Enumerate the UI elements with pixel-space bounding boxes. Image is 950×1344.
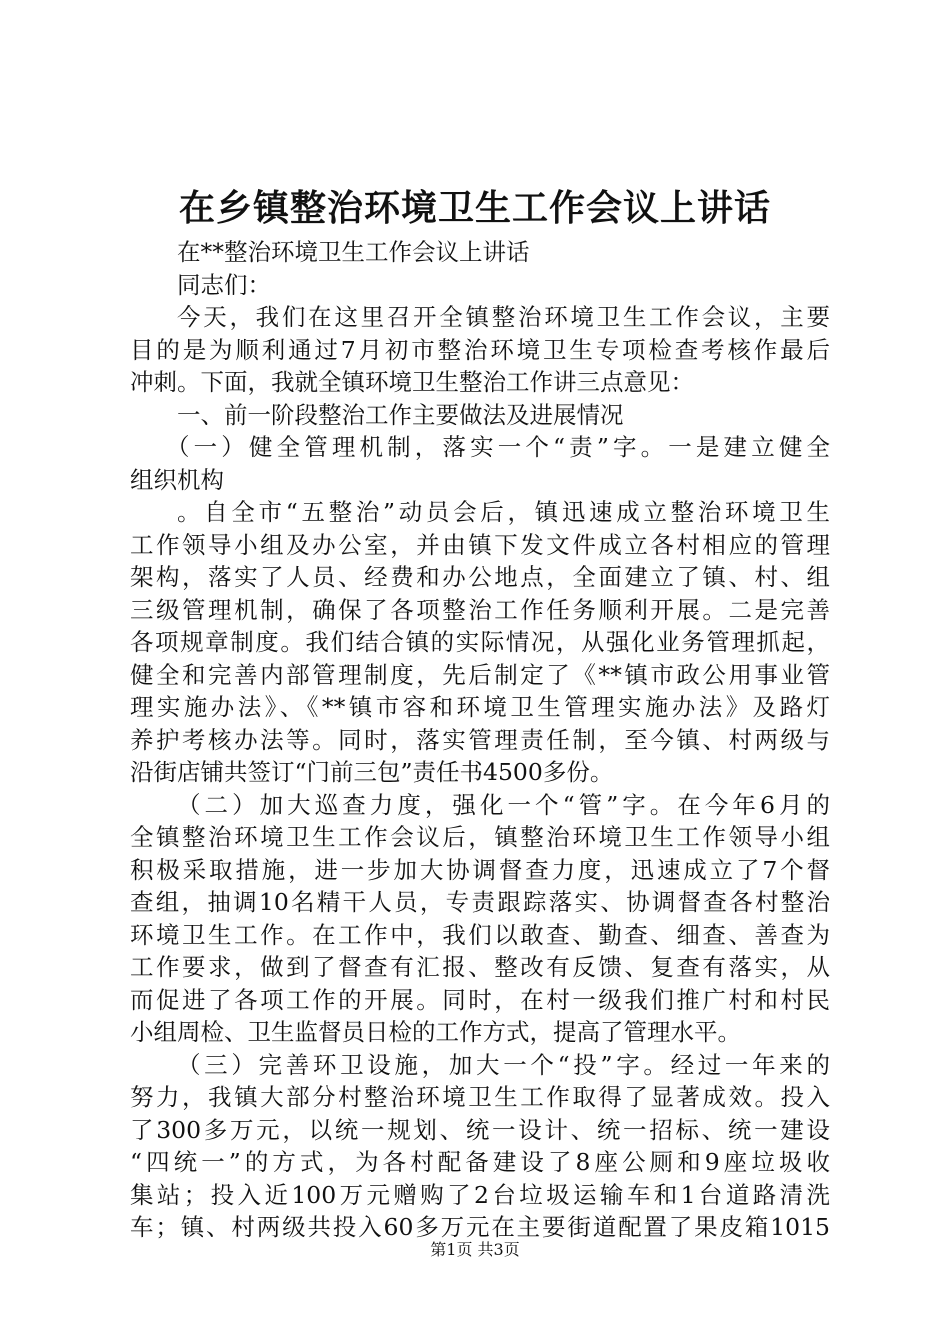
page-footer: 第1页 共3页	[430, 1240, 520, 1259]
text-line: 组织机构	[130, 465, 224, 494]
text-line: 目的是为顺利通过7月初市整治环境卫生专项检查考核作最后	[130, 335, 830, 364]
text-line: 了300多万元，以统一规划、统一设计、统一招标、统一建设	[130, 1115, 830, 1144]
text-line: 健全和完善内部管理制度，先后制定了《**镇市政公用事业管	[130, 660, 830, 689]
text-line: （三）完善环卫设施，加大一个“投”字。经过一年来的	[177, 1050, 830, 1079]
text-line: 沿街店铺共签订“门前三包”责任书4500多份。	[130, 758, 614, 786]
text-line: 努力，我镇大部分村整治环境卫生工作取得了显著成效。投入	[130, 1083, 830, 1111]
text-line: 各项规章制度。我们结合镇的实际情况，从强化业务管理抓起，	[130, 628, 830, 656]
text-line: （一）健全管理机制，落实一个“责”字。一是建立健全	[166, 433, 830, 461]
text-line: 理实施办法》、《**镇市容和环境卫生管理实施办法》及路灯	[130, 693, 830, 721]
text-line: 环境卫生工作。在工作中，我们以敢查、勤查、细查、善查为	[130, 920, 830, 949]
salutation-line: 同志们：	[177, 270, 271, 299]
section-heading: 一、前一阶段整治工作主要做法及进展情况	[177, 400, 624, 429]
text-line: 架构，落实了人员、经费和办公地点，全面建立了镇、村、组	[130, 563, 830, 591]
document-title: 在乡镇整治环境卫生工作会议上讲话	[178, 187, 771, 229]
text-line: 工作领导小组及办公室，并由镇下发文件成立各村相应的管理	[130, 530, 830, 559]
text-line: 查组，抽调10名精干人员，专责跟踪落实、协调督查各村整治	[130, 888, 830, 916]
text-line: 三级管理机制，确保了各项整治工作任务顺利开展。二是完善	[130, 595, 830, 624]
text-line: 工作要求，做到了督查有汇报、整改有反馈、复查有落实，从	[130, 953, 830, 981]
text-line: 而促进了各项工作的开展。同时，在村一级我们推广村和村民	[130, 985, 830, 1014]
text-line: 。自全市“五整治”动员会后，镇迅速成立整治环境卫生	[177, 498, 830, 526]
document-body	[130, 236, 830, 1244]
text-line: 积极采取措施，进一步加大协调督查力度，迅速成立了7个督	[130, 855, 830, 884]
text-line: 小组周检、卫生监督员日检的工作方式，提高了管理水平。	[130, 1018, 741, 1046]
text-line: 集站；投入近100万元赠购了2台垃圾运输车和1台道路清洗	[130, 1180, 830, 1209]
subtitle-line: 在**整治环境卫生工作会议上讲话	[177, 238, 530, 266]
text-line: 养护考核办法等。同时，落实管理责任制，至今镇、村两级与	[130, 725, 830, 754]
text-line: 今天，我们在这里召开全镇整治环境卫生工作会议，主要	[177, 303, 830, 331]
text-line: 全镇整治环境卫生工作会议后，镇整治环境卫生工作领导小组	[130, 823, 830, 851]
text-line: 冲刺。下面，我就全镇环境卫生整治工作讲三点意见：	[130, 368, 694, 396]
text-line: 车；镇、村两级共投入60多万元在主要街道配置了果皮箱1015	[130, 1213, 830, 1241]
text-line: “四统一”的方式，为各村配备建设了8座公厕和9座垃圾收	[130, 1148, 830, 1176]
text-line: （二）加大巡查力度，强化一个“管”字。在今年6月的	[177, 790, 830, 819]
